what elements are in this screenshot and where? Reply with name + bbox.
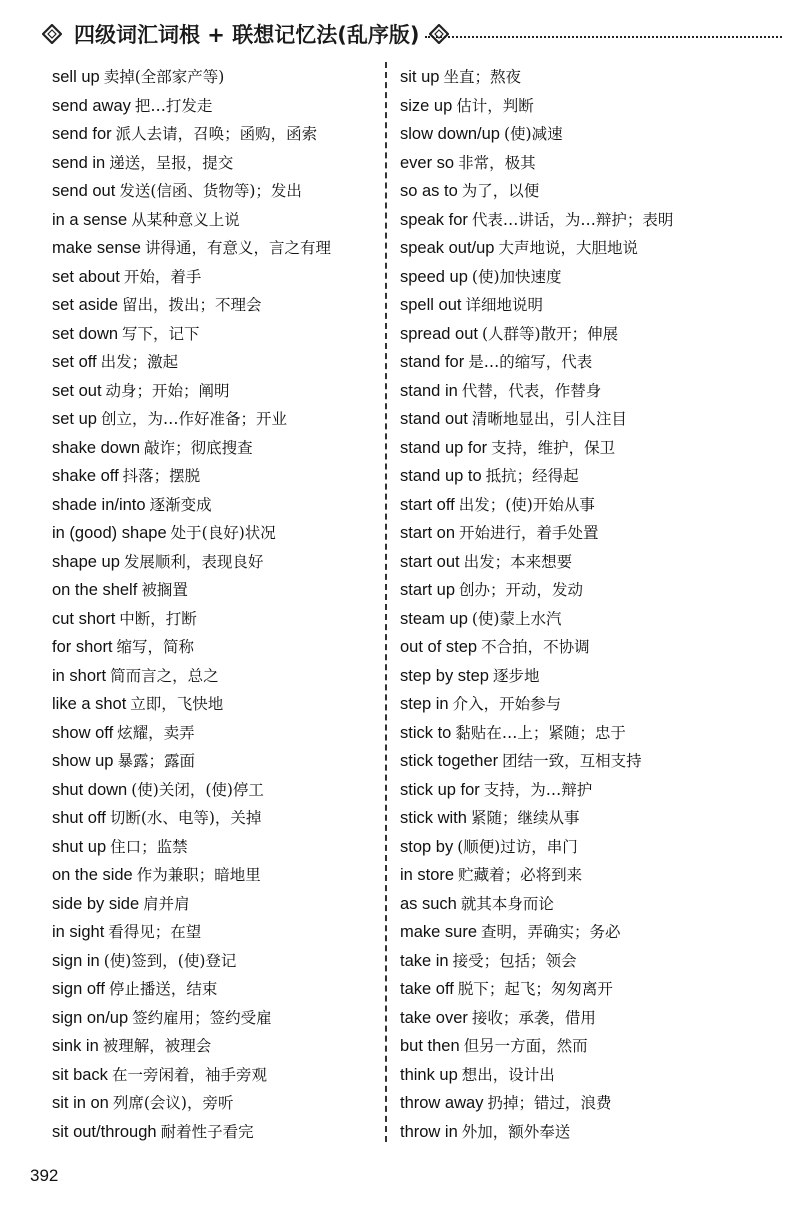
diamond-ornament-icon — [429, 24, 449, 44]
vocab-entry — [52, 177, 380, 206]
page-header — [0, 0, 800, 62]
entry-gloss: 不合拍，不协调 — [481, 638, 590, 656]
entry-phrase: shade in/into — [52, 495, 146, 514]
vocab-entry — [400, 462, 790, 491]
entry-phrase: show up — [52, 752, 114, 770]
vocab-entry — [52, 947, 380, 976]
entry-gloss: 创立，为…作好准备；开业 — [100, 410, 287, 428]
vocab-entry — [400, 776, 790, 805]
entry-gloss: 简而言之，总之 — [110, 666, 219, 685]
entry-gloss: 接收；承袭，借用 — [471, 1008, 596, 1027]
vocab-entry — [52, 519, 380, 548]
vocab-entry — [400, 434, 790, 463]
vocab-entry — [400, 833, 790, 862]
entry-phrase: step in — [400, 695, 449, 713]
vocab-entry — [52, 405, 380, 434]
entry-gloss: (使)蒙上水汽 — [471, 609, 562, 628]
entry-gloss: 发送(信函、货物等)；发出 — [119, 182, 302, 200]
entry-phrase: make sure — [400, 923, 478, 941]
vocab-entry — [400, 491, 790, 520]
entry-gloss: 是…的缩写，代表 — [468, 353, 593, 371]
vocab-entry — [52, 291, 380, 320]
entry-gloss: 介入，开始参与 — [452, 695, 562, 713]
entry-gloss: 支持，维护，保卫 — [491, 438, 616, 457]
entry-gloss: 估计，判断 — [456, 96, 534, 115]
entry-phrase: speak out/up — [400, 239, 495, 257]
vocab-entry — [400, 947, 790, 976]
entry-phrase: shake down — [52, 438, 141, 457]
vocab-entry — [400, 92, 790, 121]
vocab-entry — [52, 348, 380, 377]
vocab-entry — [400, 320, 790, 349]
entry-gloss: 签约雇用；签约受雇 — [132, 1008, 272, 1027]
vocab-entry — [400, 975, 790, 1004]
vocab-entry — [52, 491, 380, 520]
entry-phrase: shut off — [52, 809, 106, 827]
vocab-entry — [400, 1004, 790, 1033]
entry-gloss: 递送，呈报，提交 — [109, 153, 234, 172]
vocab-entry — [400, 263, 790, 292]
entry-phrase: start on — [400, 524, 456, 542]
vocab-entry — [52, 861, 380, 890]
entry-gloss: 贮藏着；必将到来 — [458, 866, 583, 884]
entry-gloss: 查明，弄确实；务必 — [481, 923, 621, 941]
entry-phrase: set off — [52, 353, 97, 371]
header-title-group — [42, 18, 449, 50]
vocab-entry — [52, 890, 380, 919]
vocab-entry — [400, 747, 790, 776]
vocab-entry — [400, 377, 790, 406]
vocab-entry — [52, 120, 380, 149]
entry-phrase: set up — [52, 410, 97, 428]
entry-phrase: ever so — [400, 153, 455, 172]
entry-phrase: send away — [52, 96, 131, 115]
vocab-entry — [52, 320, 380, 349]
vocab-entry — [52, 63, 380, 92]
diamond-ornament-icon — [42, 24, 62, 44]
entry-phrase: make sense — [52, 239, 141, 257]
entry-phrase: set about — [52, 267, 120, 286]
vocab-entry — [52, 918, 380, 947]
entry-gloss: (顺便)过访，串门 — [457, 837, 578, 856]
entry-phrase: take off — [400, 980, 454, 998]
entry-phrase: for short — [52, 638, 113, 656]
vocab-entry — [400, 690, 790, 719]
vocab-entry — [400, 177, 790, 206]
page-number: 392 — [30, 1166, 59, 1185]
entry-gloss: 卖掉(全部家产等) — [103, 68, 225, 86]
entry-gloss: 创办；开动，发动 — [459, 581, 584, 599]
entry-phrase: in sight — [52, 923, 105, 941]
entry-gloss: 紧随；继续从事 — [470, 809, 580, 827]
vocab-entry — [400, 605, 790, 634]
entry-phrase: throw away — [400, 1094, 484, 1112]
entry-gloss: (使)减速 — [503, 125, 563, 143]
vocab-entry — [400, 234, 790, 263]
vocab-entry — [400, 918, 790, 947]
entry-phrase: sell up — [52, 68, 100, 86]
entry-phrase: throw in — [400, 1122, 458, 1141]
vocab-entry — [400, 1118, 790, 1147]
entry-gloss: 处于(良好)状况 — [170, 524, 276, 542]
vocab-entry — [52, 263, 380, 292]
entry-phrase: on the shelf — [52, 581, 138, 599]
entry-gloss: 逐渐变成 — [149, 495, 212, 514]
vocab-entry — [52, 92, 380, 121]
entry-phrase: stick together — [400, 752, 499, 770]
entry-gloss: 暴露；露面 — [117, 752, 195, 770]
vocab-entry — [400, 804, 790, 833]
entry-phrase: show off — [52, 723, 114, 742]
entry-phrase: cut short — [52, 609, 116, 628]
entry-gloss: 想出，设计出 — [461, 1065, 555, 1084]
entry-gloss: 讲得通，有意义，言之有理 — [144, 239, 331, 257]
vocab-entry — [52, 434, 380, 463]
entry-phrase: size up — [400, 96, 453, 115]
entry-gloss: (使)加快速度 — [471, 267, 562, 286]
vocab-entry — [52, 206, 380, 235]
entry-gloss: 抵抗；经得起 — [485, 467, 579, 485]
entry-gloss: 外加，额外奉送 — [461, 1122, 571, 1141]
vocab-entry — [52, 633, 380, 662]
entry-phrase: stick to — [400, 723, 452, 742]
entry-gloss: 支持，为…辩护 — [483, 780, 593, 799]
entry-gloss: 出发；激起 — [100, 353, 179, 371]
entry-phrase: sit up — [400, 68, 440, 86]
entry-phrase: so as to — [400, 182, 458, 200]
book-title: 四级词汇词根 + 联想记忆法(乱序版) — [74, 23, 420, 47]
entry-phrase: in short — [52, 666, 107, 685]
entry-gloss: 代替，代表，作替身 — [461, 381, 602, 400]
entry-gloss: 写下，记下 — [122, 324, 200, 343]
entry-gloss: 但另一方面，然而 — [463, 1037, 588, 1055]
entry-phrase: in (good) shape — [52, 524, 167, 542]
right-column — [400, 63, 790, 1146]
vocab-entry — [400, 1032, 790, 1061]
vocab-entry — [52, 1118, 380, 1147]
entry-gloss: 逐步地 — [492, 666, 540, 685]
entry-gloss: 派人去请，召唤；函购，函索 — [115, 125, 318, 143]
entry-gloss: 非常，极其 — [458, 153, 536, 172]
entry-phrase: set out — [52, 381, 102, 400]
vocab-entry — [400, 149, 790, 178]
entry-phrase: sign on/up — [52, 1008, 129, 1027]
vocab-entry — [52, 234, 380, 263]
entry-phrase: step by step — [400, 666, 489, 685]
entry-phrase: in a sense — [52, 210, 128, 229]
entry-gloss: (人群等)散开；伸展 — [481, 324, 619, 343]
entry-phrase: steam up — [400, 609, 468, 628]
entry-gloss: 代表…讲话，为…辩护；表明 — [471, 210, 674, 229]
entry-gloss: 立即，飞快地 — [130, 695, 224, 713]
entry-phrase: set down — [52, 324, 119, 343]
entry-gloss: 停止播送，结束 — [108, 980, 218, 998]
vocab-entry — [52, 377, 380, 406]
entry-gloss: 坐直；熬夜 — [443, 68, 521, 86]
entry-gloss: (使)关闭，(使)停工 — [131, 780, 264, 799]
vocab-entry — [400, 1061, 790, 1090]
entry-phrase: send out — [52, 182, 116, 200]
entry-phrase: sign in — [52, 951, 100, 970]
vocab-entry — [52, 576, 380, 605]
entry-gloss: 看得见；在望 — [108, 923, 202, 941]
entry-gloss: 敲诈；彻底搜查 — [144, 438, 253, 457]
entry-gloss: 中断，打断 — [119, 609, 197, 628]
entry-gloss: 为了，以便 — [461, 182, 540, 200]
vocab-entry — [400, 206, 790, 235]
entry-phrase: stand out — [400, 410, 468, 428]
entry-gloss: 就其本身而论 — [460, 894, 554, 913]
entry-gloss: 开始，着手 — [123, 267, 202, 286]
vocab-entry — [400, 548, 790, 577]
entry-gloss: 列席(会议)，旁听 — [112, 1094, 234, 1112]
header-dotted-rule — [425, 36, 782, 38]
entry-gloss: 清晰地显出，引人注目 — [471, 410, 627, 428]
entry-gloss: 炫耀，卖弄 — [117, 723, 195, 742]
vocab-entry — [52, 804, 380, 833]
entry-phrase: set aside — [52, 296, 119, 314]
vocab-entry — [52, 1089, 380, 1118]
entry-gloss: 动身；开始；阐明 — [105, 381, 230, 400]
vocab-entry — [52, 776, 380, 805]
entry-phrase: stand in — [400, 381, 458, 400]
entry-phrase: sit in on — [52, 1094, 109, 1112]
entry-gloss: 被理解，被理会 — [102, 1037, 212, 1055]
entry-phrase: speed up — [400, 267, 468, 286]
entry-gloss: 详细地说明 — [465, 296, 543, 314]
entry-gloss: 出发；(使)开始从事 — [458, 495, 595, 514]
entry-phrase: stand for — [400, 353, 465, 371]
vocab-entry — [52, 662, 380, 691]
vocab-entry — [400, 633, 790, 662]
entry-gloss: 把…打发走 — [134, 96, 213, 115]
entry-phrase: in store — [400, 866, 455, 884]
entry-gloss: 黏贴在…上；紧随；忠于 — [455, 723, 626, 742]
vocab-entry — [400, 576, 790, 605]
vocab-entry — [52, 1032, 380, 1061]
entry-gloss: 发展顺利，表现良好 — [123, 552, 264, 571]
entry-gloss: 出发；本来想要 — [463, 552, 573, 571]
vocab-entry — [400, 405, 790, 434]
entry-gloss: 被搁置 — [141, 581, 188, 599]
vocab-entry — [400, 519, 790, 548]
entry-phrase: speak for — [400, 210, 468, 229]
vocab-entry — [400, 890, 790, 919]
entry-phrase: but then — [400, 1037, 460, 1055]
entry-phrase: start up — [400, 581, 456, 599]
vocab-entry — [400, 662, 790, 691]
entry-gloss: 接受；包括；领会 — [452, 951, 577, 970]
entry-gloss: 大声地说，大胆地说 — [498, 239, 639, 257]
vocab-entry — [52, 548, 380, 577]
entry-phrase: start out — [400, 552, 460, 571]
vocab-entry — [400, 120, 790, 149]
entry-gloss: 留出，拨出；不理会 — [122, 296, 262, 314]
vocab-entry — [52, 747, 380, 776]
entry-gloss: 肩并肩 — [143, 894, 190, 913]
vocab-entry — [52, 975, 380, 1004]
entry-phrase: stick with — [400, 809, 467, 827]
vocab-entry — [400, 1089, 790, 1118]
vocab-entry — [400, 63, 790, 92]
entry-phrase: stand up for — [400, 438, 488, 457]
entry-gloss: 切断(水、电等)，关掉 — [109, 809, 262, 827]
entry-phrase: spell out — [400, 296, 462, 314]
entry-phrase: stand up to — [400, 467, 482, 485]
entry-gloss: 抖落；摆脱 — [122, 467, 201, 485]
vocab-entry — [52, 1061, 380, 1090]
entry-phrase: send for — [52, 125, 112, 143]
vocab-entry — [52, 462, 380, 491]
entry-gloss: 扔掉；错过，浪费 — [487, 1094, 612, 1112]
entry-phrase: stick up for — [400, 780, 480, 799]
entry-gloss: (使)签到，(使)登记 — [103, 951, 237, 970]
entry-phrase: out of step — [400, 638, 478, 656]
entry-gloss: 从某种意义上说 — [131, 210, 240, 229]
entry-gloss: 作为兼职；暗地里 — [136, 866, 261, 884]
entry-phrase: shape up — [52, 552, 120, 571]
entry-gloss: 缩写，简称 — [116, 638, 195, 656]
vocab-entry — [400, 719, 790, 748]
entry-phrase: sink in — [52, 1037, 99, 1055]
entry-phrase: sit back — [52, 1065, 108, 1084]
entry-phrase: shut up — [52, 837, 107, 856]
left-column — [52, 63, 380, 1146]
entry-phrase: as such — [400, 894, 457, 913]
entry-phrase: sign off — [52, 980, 105, 998]
vocab-entry — [52, 719, 380, 748]
entry-gloss: 开始进行，着手处置 — [459, 524, 599, 542]
entry-phrase: slow down/up — [400, 125, 500, 143]
column-divider — [385, 62, 387, 1142]
vocab-entry — [52, 605, 380, 634]
entry-gloss: 住口；监禁 — [110, 837, 188, 856]
entry-phrase: sit out/through — [52, 1122, 157, 1141]
entry-phrase: on the side — [52, 866, 133, 884]
vocab-entry — [400, 861, 790, 890]
vocab-entry — [52, 690, 380, 719]
vocab-entry — [400, 348, 790, 377]
vocab-entry — [52, 1004, 380, 1033]
entry-phrase: stop by — [400, 837, 454, 856]
entry-phrase: side by side — [52, 894, 140, 913]
entry-phrase: spread out — [400, 324, 478, 343]
entry-gloss: 耐着性子看完 — [160, 1122, 254, 1141]
entry-phrase: start off — [400, 495, 455, 514]
entry-phrase: take in — [400, 951, 449, 970]
entry-phrase: shut down — [52, 780, 128, 799]
entry-phrase: shake off — [52, 467, 119, 485]
entry-gloss: 脱下；起飞；匆匆离开 — [457, 980, 613, 998]
entry-gloss: 团结一致，互相支持 — [502, 752, 642, 770]
vocab-entry — [400, 291, 790, 320]
entry-gloss: 在一旁闲着，袖手旁观 — [111, 1065, 267, 1084]
vocab-entry — [52, 833, 380, 862]
entry-phrase: think up — [400, 1065, 458, 1084]
vocab-entry — [52, 149, 380, 178]
entry-phrase: like a shot — [52, 695, 127, 713]
entry-phrase: take over — [400, 1008, 468, 1027]
entry-phrase: send in — [52, 153, 106, 172]
